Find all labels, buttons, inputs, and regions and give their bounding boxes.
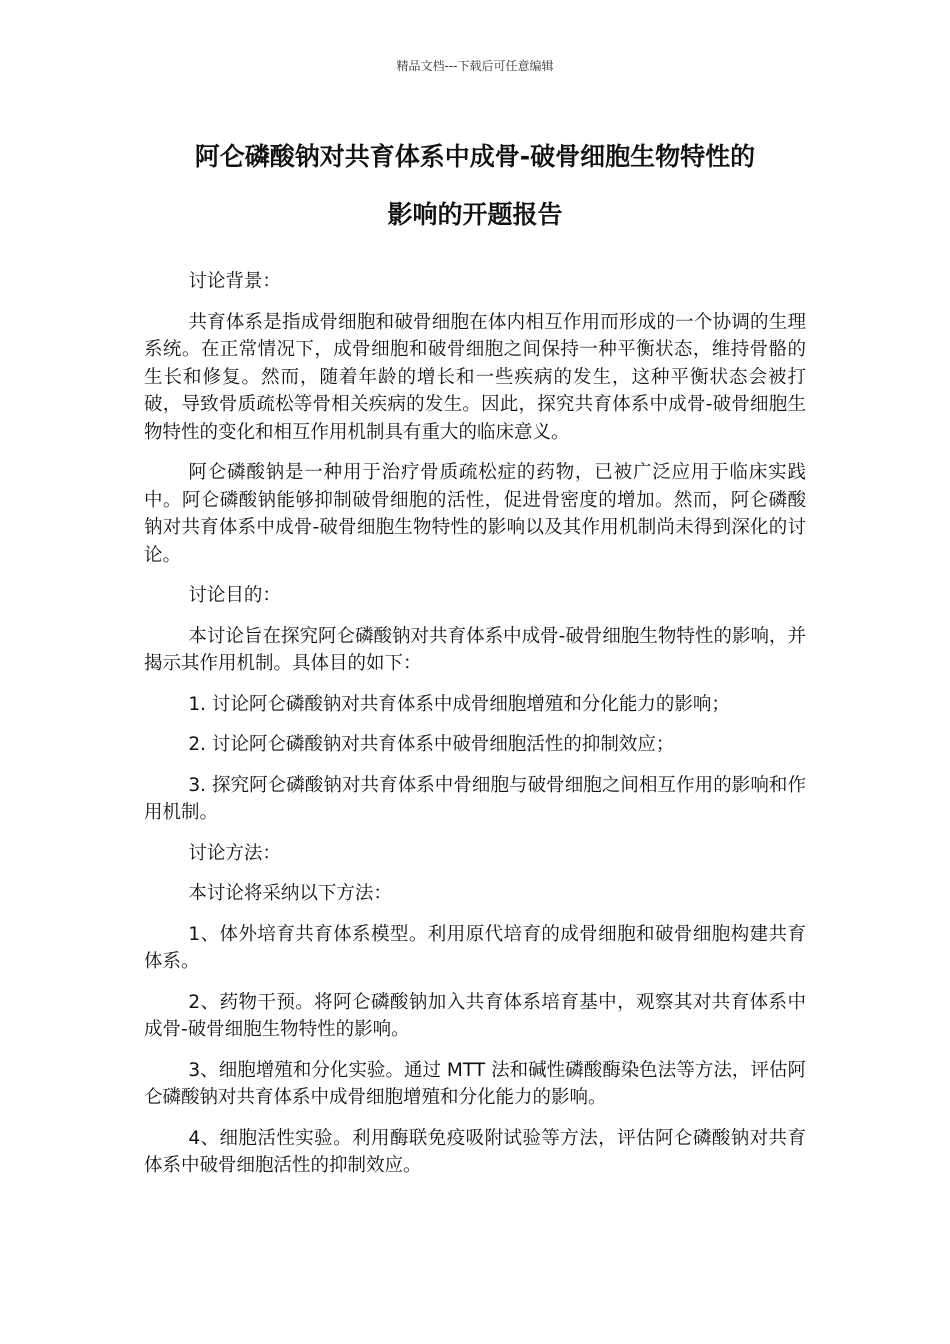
section-heading-background: 讨论背景： — [188, 271, 281, 292]
header-note: 精品文档---下载后可任意编辑 — [396, 59, 554, 73]
method-item-4: 4、细胞活性实验。利用酶联免疫吸附试验等方法，评估阿仑磷酸钠对共育体系中破骨细胞活性的抑制效应。 — [144, 1127, 806, 1176]
method-item-1: 1、体外培育共育体系模型。利用原代培育的成骨细胞和破骨细胞构建共育体系。 — [144, 923, 806, 972]
document-body — [144, 268, 806, 1193]
document-title — [120, 128, 830, 244]
method-item-2: 2、药物干预。将阿仑磷酸钠加入共育体系培育基中，观察其对共育体系中成骨-破骨细胞生物特性的影响。 — [144, 991, 806, 1040]
title-line-2: 影响的开题报告 — [387, 200, 563, 229]
paragraph-background-2: 阿仑磷酸钠是一种用于治疗骨质疏松症的药物，已被广泛应用于临床实践中。阿仑磷酸钠能够抑制破骨细胞的活性，促进骨密度的增加。然而，阿仑磷酸钠对共育体系中成骨-破骨细胞生物特性的影响以及其作用机制尚未得到深化的讨论。 — [144, 462, 806, 566]
objective-item-1: 1. 讨论阿仑磷酸钠对共育体系中成骨细胞增殖和分化能力的影响； — [188, 693, 730, 715]
section-heading-methods: 讨论方法： — [188, 842, 281, 864]
section-heading-objectives: 讨论目的： — [188, 585, 281, 606]
objective-item-3: 3. 探究阿仑磷酸钠对共育体系中骨细胞与破骨细胞之间相互作用的影响和作用机制。 — [144, 774, 806, 823]
paragraph-objectives-intro: 本讨论旨在探究阿仑磷酸钠对共育体系中成骨-破骨细胞生物特性的影响，并揭示其作用机制。具体目的如下： — [144, 625, 806, 674]
paragraph-methods-intro: 本讨论将采纳以下方法： — [188, 883, 392, 904]
title-line-1: 阿仑磷酸钠对共育体系中成骨-破骨细胞生物特性的 — [194, 142, 756, 171]
method-item-3: 3、细胞增殖和分化实验。通过 MTT 法和碱性磷酸酶染色法等方法，评估阿仑磷酸钠对共育体系中成骨细胞增殖和分化能力的影响。 — [144, 1059, 806, 1108]
objective-item-2: 2. 讨论阿仑磷酸钠对共育体系中破骨细胞活性的抑制效应； — [188, 734, 675, 755]
paragraph-background-1: 共育体系是指成骨细胞和破骨细胞在体内相互作用而形成的一个协调的生理系统。在正常情况下，成骨细胞和破骨细胞之间保持一种平衡状态，维持骨骼的生长和修复。然而，随着年龄的增长和一些疾病的发生，这种平衡状态会被打破，导致骨质疏松等骨相关疾病的发生。因此，探究共育体系中成骨-破骨细胞生物特性的变化和相互作用机制具有重大的临床意义。 — [144, 311, 806, 443]
